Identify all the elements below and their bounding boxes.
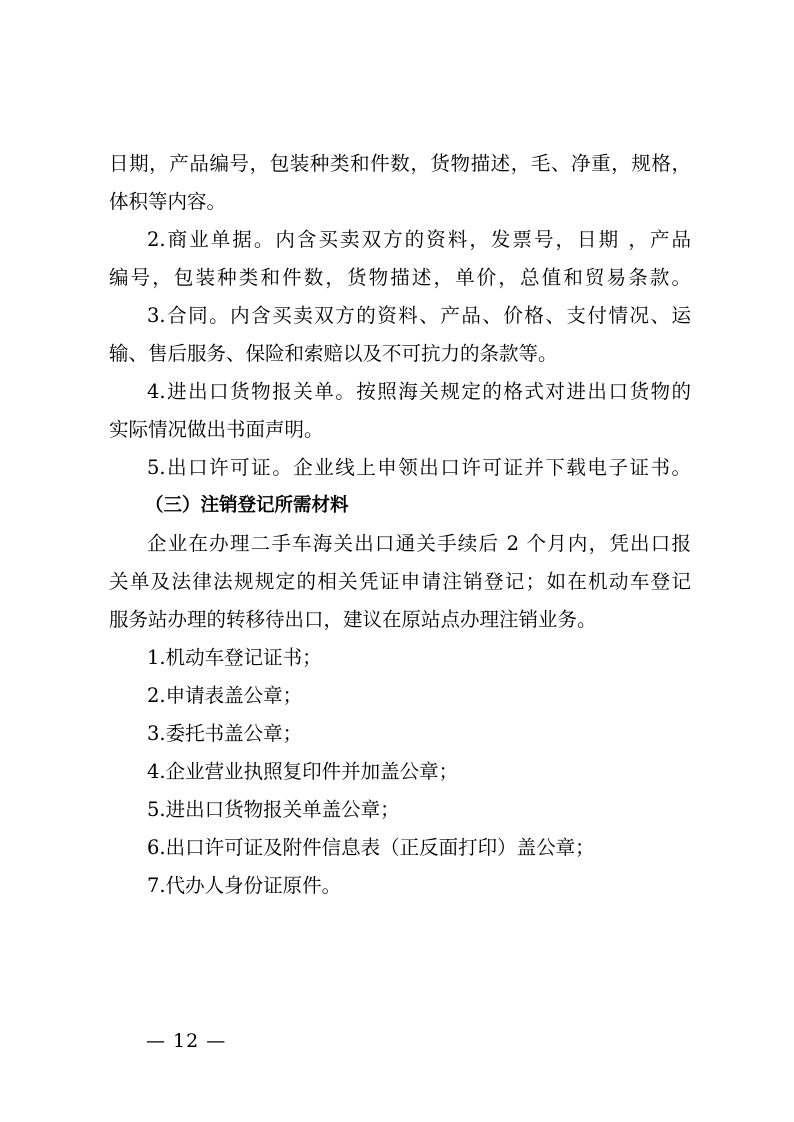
list-item: 3.委托书盖公章； bbox=[147, 722, 303, 745]
list-item-commercial-docs: 2.商业单据。内含买卖双方的资料，发票号，日期 ，产品 bbox=[147, 228, 691, 251]
list-item: 6.出口许可证及附件信息表（正反面打印）盖公章； bbox=[147, 836, 595, 859]
paragraph-line: 实际情况做出书面声明。 bbox=[109, 418, 324, 441]
list-item: 1.机动车登记证书； bbox=[147, 646, 322, 669]
paragraph-line: 输、售后服务、保险和索赔以及不可抗力的条款等。 bbox=[109, 342, 558, 365]
list-item: 5.进出口货物报关单盖公章； bbox=[147, 798, 400, 821]
list-item-customs-declaration: 4.进出口货物报关单。按照海关规定的格式对进出口货物的 bbox=[147, 380, 691, 403]
paragraph-line: 服务站办理的转移待出口，建议在原站点办理注销业务。 bbox=[109, 608, 597, 631]
list-item-export-license: 5.出口许可证。企业线上申领出口许可证并下载电子证书。 bbox=[147, 456, 691, 479]
list-item: 4.企业营业执照复印件并加盖公章； bbox=[147, 760, 459, 783]
list-item-contract: 3.合同。内含买卖双方的资料、产品、价格、支付情况、运 bbox=[147, 304, 691, 327]
paragraph-line: 企业在办理二手车海关出口通关手续后 2 个月内，凭出口报 bbox=[147, 532, 691, 555]
list-item: 7.代办人身份证原件。 bbox=[147, 874, 342, 897]
document-body bbox=[109, 145, 691, 905]
paragraph-line: 编号，包装种类和件数，货物描述，单价，总值和贸易条款。 bbox=[109, 266, 691, 289]
page-number: — 12 — bbox=[146, 1030, 227, 1052]
paragraph-line: 日期，产品编号，包装种类和件数，货物描述，毛、净重，规格， bbox=[109, 152, 691, 175]
paragraph-line: 体积等内容。 bbox=[109, 190, 227, 213]
list-item: 2.申请表盖公章； bbox=[147, 684, 303, 707]
paragraph-line: 关单及法律法规规定的相关凭证申请注销登记；如在机动车登记 bbox=[109, 570, 691, 593]
section-heading: （三）注销登记所需材料 bbox=[145, 495, 349, 516]
